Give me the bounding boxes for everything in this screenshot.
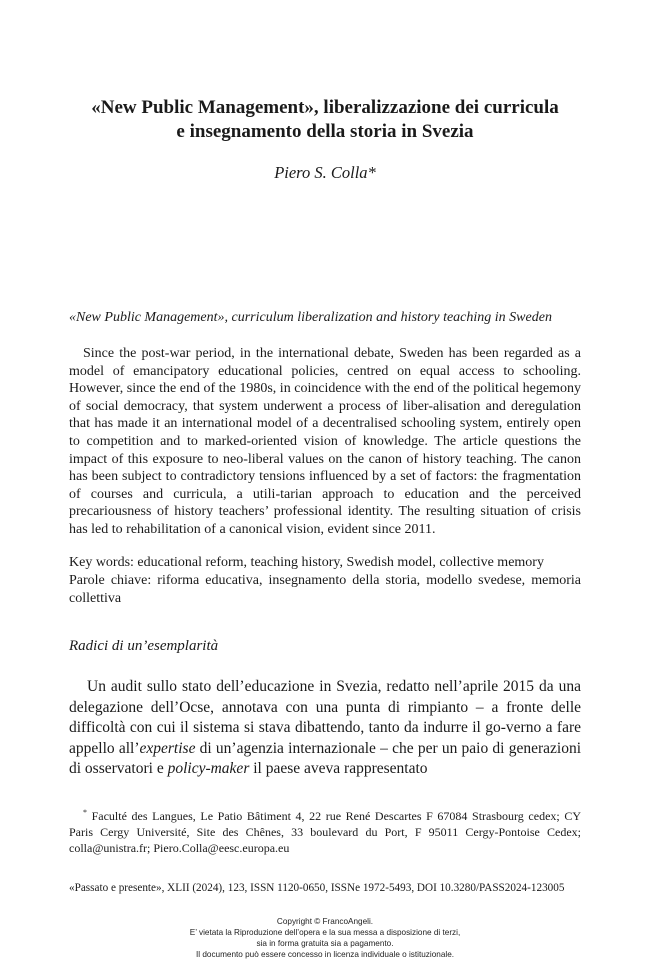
copyright-line-3: sia in forma gratuita sia a pagamento. [256, 939, 394, 948]
body-text-part-1: Un audit sullo stato dell’educazione in Svezia, redatto nell’aprile 2015 da una delegazione dell’Ocse, annotava con una punta di rimpianto – a fronte delle difficoltà con cui il sistema si stava dibattendo, tanto da indurre il go-verno a fare appello all’ [69, 678, 581, 757]
copyright-line-1: Copyright © FrancoAngeli. [276, 917, 374, 926]
journal-citation: «Passato e presente», XLII (2024), 123, ISSN 1120-0650, ISSNe 1972-5493, DOI 10.3280/PASS2024-123005 [69, 882, 565, 894]
copyright-line-2: E’ vietata la Riproduzione dell’opera e la sua messa a disposizione di terzi, [189, 928, 461, 937]
section-heading: Radici di un’esemplarità [69, 638, 219, 654]
body-emphasis-policy-maker: policy-maker [167, 760, 250, 777]
body-paragraph [69, 677, 581, 780]
copyright-line-4: Il documento può essere concesso in licenza individuale o istituzionale. [195, 950, 455, 959]
copyright-notice [0, 916, 650, 960]
article-title-line-1: «New Public Management», liberalizzazione dei curricula [91, 97, 559, 118]
footnote [69, 805, 581, 856]
abstract-title: «New Public Management», curriculum liberalization and history teaching in Sweden [69, 310, 552, 325]
body-emphasis-expertise: expertise [139, 739, 196, 757]
body-text-part-2: di un’agenzia internazionale – che per un paio di generazioni di osservatori e [69, 739, 581, 777]
footnote-text: Faculté des Langues, Le Patio Bâtiment 4, 22 rue René Descartes F 67084 Strasbourg cedex; CY Paris Cergy Université, Site des Chênes, 33 boulevard du Port, F 95011 Cergy-Pontoise Cedex; colla@unistra.fr; Piero.Colla@eesc.europa.eu [69, 809, 581, 855]
parole-chiave-line: Parole chiave: riforma educativa, insegnamento della storia, modello svedese, memoria collettiva [69, 573, 581, 606]
body-text-part-3: il paese aveva rappresentato [249, 760, 428, 777]
footnote-marker: * [83, 808, 87, 817]
abstract-body: Since the post-war period, in the international debate, Sweden has been regarded as a model of emancipatory educational policies, centred on equal access to schooling. However, since the end of the 1980s, in coincidence with the end of the political hegemony of social democracy, that system underwent a process of liber-alisation and deregulation that has made it an international model of a decentralised schooling system, entirely open to competition and to marked-oriented vision of knowledge. The article questions the impact of this exposure to neo-liberal values on the canon of history teaching. The canon has been subject to contradictory tensions influenced by a set of factors: the fragmentation of courses and curricula, a utili-tarian approach to education and the perceived precariousness of history teachers’ professional identity. The resulting situation of crisis has led to rehabilitation of a canonical vision, evident since 2011. [69, 346, 581, 537]
author-name: Piero S. Colla* [274, 163, 376, 182]
article-title-line-2: e insegnamento della storia in Svezia [176, 121, 474, 142]
keywords-line: Key words: educational reform, teaching history, Swedish model, collective memory [69, 555, 544, 570]
